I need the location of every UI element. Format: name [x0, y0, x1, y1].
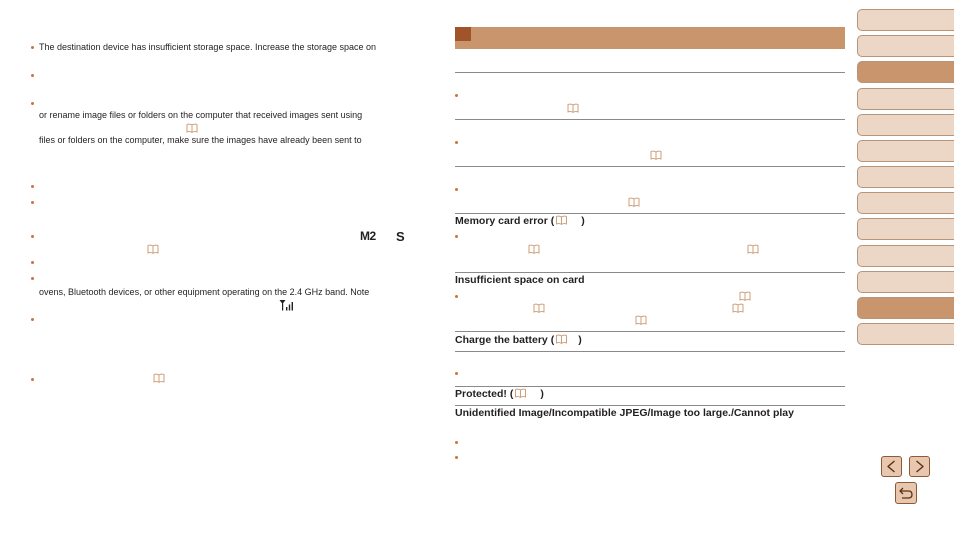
book-icon[interactable] [555, 334, 568, 344]
bullet [31, 201, 34, 204]
book-icon[interactable] [147, 244, 159, 254]
chapter-tab[interactable] [857, 271, 954, 293]
heading-protected: Protected! ( ) [455, 388, 544, 400]
book-icon[interactable] [528, 244, 540, 254]
bullet [455, 441, 458, 444]
divider [455, 119, 845, 120]
bullet [455, 295, 458, 298]
text-line: files or folders on the computer, make sure the images have already been sent to [39, 135, 362, 145]
wifi-signal-icon [279, 298, 295, 310]
next-page-button[interactable] [909, 456, 930, 477]
text-line: or rename image files or folders on the computer that received images sent using [39, 110, 363, 120]
mode-s-icon: S [396, 229, 405, 244]
book-icon[interactable] [533, 303, 545, 313]
arrow-right-icon [910, 457, 929, 476]
bullet [455, 235, 458, 238]
chapter-tab[interactable] [857, 218, 954, 240]
divider [455, 72, 845, 73]
heading-insufficient-space: Insufficient space on card [455, 274, 585, 286]
chapter-tab[interactable] [857, 245, 954, 267]
heading-memory-card-error: Memory card error ( ) [455, 215, 585, 227]
book-icon[interactable] [153, 373, 165, 383]
section-header-marker [455, 27, 471, 41]
divider [455, 386, 845, 387]
section-header-bar [455, 27, 845, 49]
divider [455, 213, 845, 214]
chapter-tab[interactable] [857, 9, 954, 31]
bullet [31, 185, 34, 188]
heading-unidentified-image: Unidentified Image/Incompatible JPEG/Image too large./Cannot play [455, 407, 794, 419]
book-icon[interactable] [732, 303, 744, 313]
book-icon[interactable] [628, 197, 640, 207]
divider [455, 272, 845, 273]
book-icon[interactable] [555, 215, 568, 225]
book-icon[interactable] [635, 315, 647, 325]
bullet [31, 277, 34, 280]
text-line: The destination device has insufficient storage space. Increase the storage space on [39, 42, 377, 52]
heading-charge-battery: Charge the battery ( ) [455, 334, 582, 346]
return-icon [896, 483, 916, 503]
book-icon[interactable] [514, 388, 527, 398]
bullet [455, 94, 458, 97]
divider [455, 331, 845, 332]
bullet [31, 235, 34, 238]
bullet [455, 372, 458, 375]
prev-page-button[interactable] [881, 456, 902, 477]
chapter-tab[interactable] [857, 166, 954, 188]
chapter-tab[interactable] [857, 140, 954, 162]
text-line: ovens, Bluetooth devices, or other equipment operating on the 2.4 GHz band. Note [39, 287, 370, 297]
divider [455, 351, 845, 352]
chapter-tab[interactable] [857, 35, 954, 57]
book-icon[interactable] [650, 150, 662, 160]
book-icon[interactable] [186, 123, 198, 133]
bullet [455, 456, 458, 459]
chapter-tab[interactable] [857, 88, 954, 110]
divider [455, 405, 845, 406]
bullet [455, 141, 458, 144]
bullet [31, 261, 34, 264]
chapter-tab[interactable] [857, 114, 954, 136]
chapter-tab-active[interactable] [857, 61, 954, 83]
chapter-tab[interactable] [857, 192, 954, 214]
bullet [31, 318, 34, 321]
book-icon[interactable] [747, 244, 759, 254]
back-button[interactable] [895, 482, 917, 504]
chapter-tab-active[interactable] [857, 297, 954, 319]
bullet [31, 46, 34, 49]
book-icon[interactable] [739, 291, 751, 301]
bullet [455, 188, 458, 191]
book-icon[interactable] [567, 103, 579, 113]
bullet [31, 74, 34, 77]
chapter-tab[interactable] [857, 323, 954, 345]
divider [455, 166, 845, 167]
bullet [31, 102, 34, 105]
arrow-left-icon [882, 457, 901, 476]
bullet [31, 378, 34, 381]
mode-m2-icon: M2 [360, 229, 376, 243]
